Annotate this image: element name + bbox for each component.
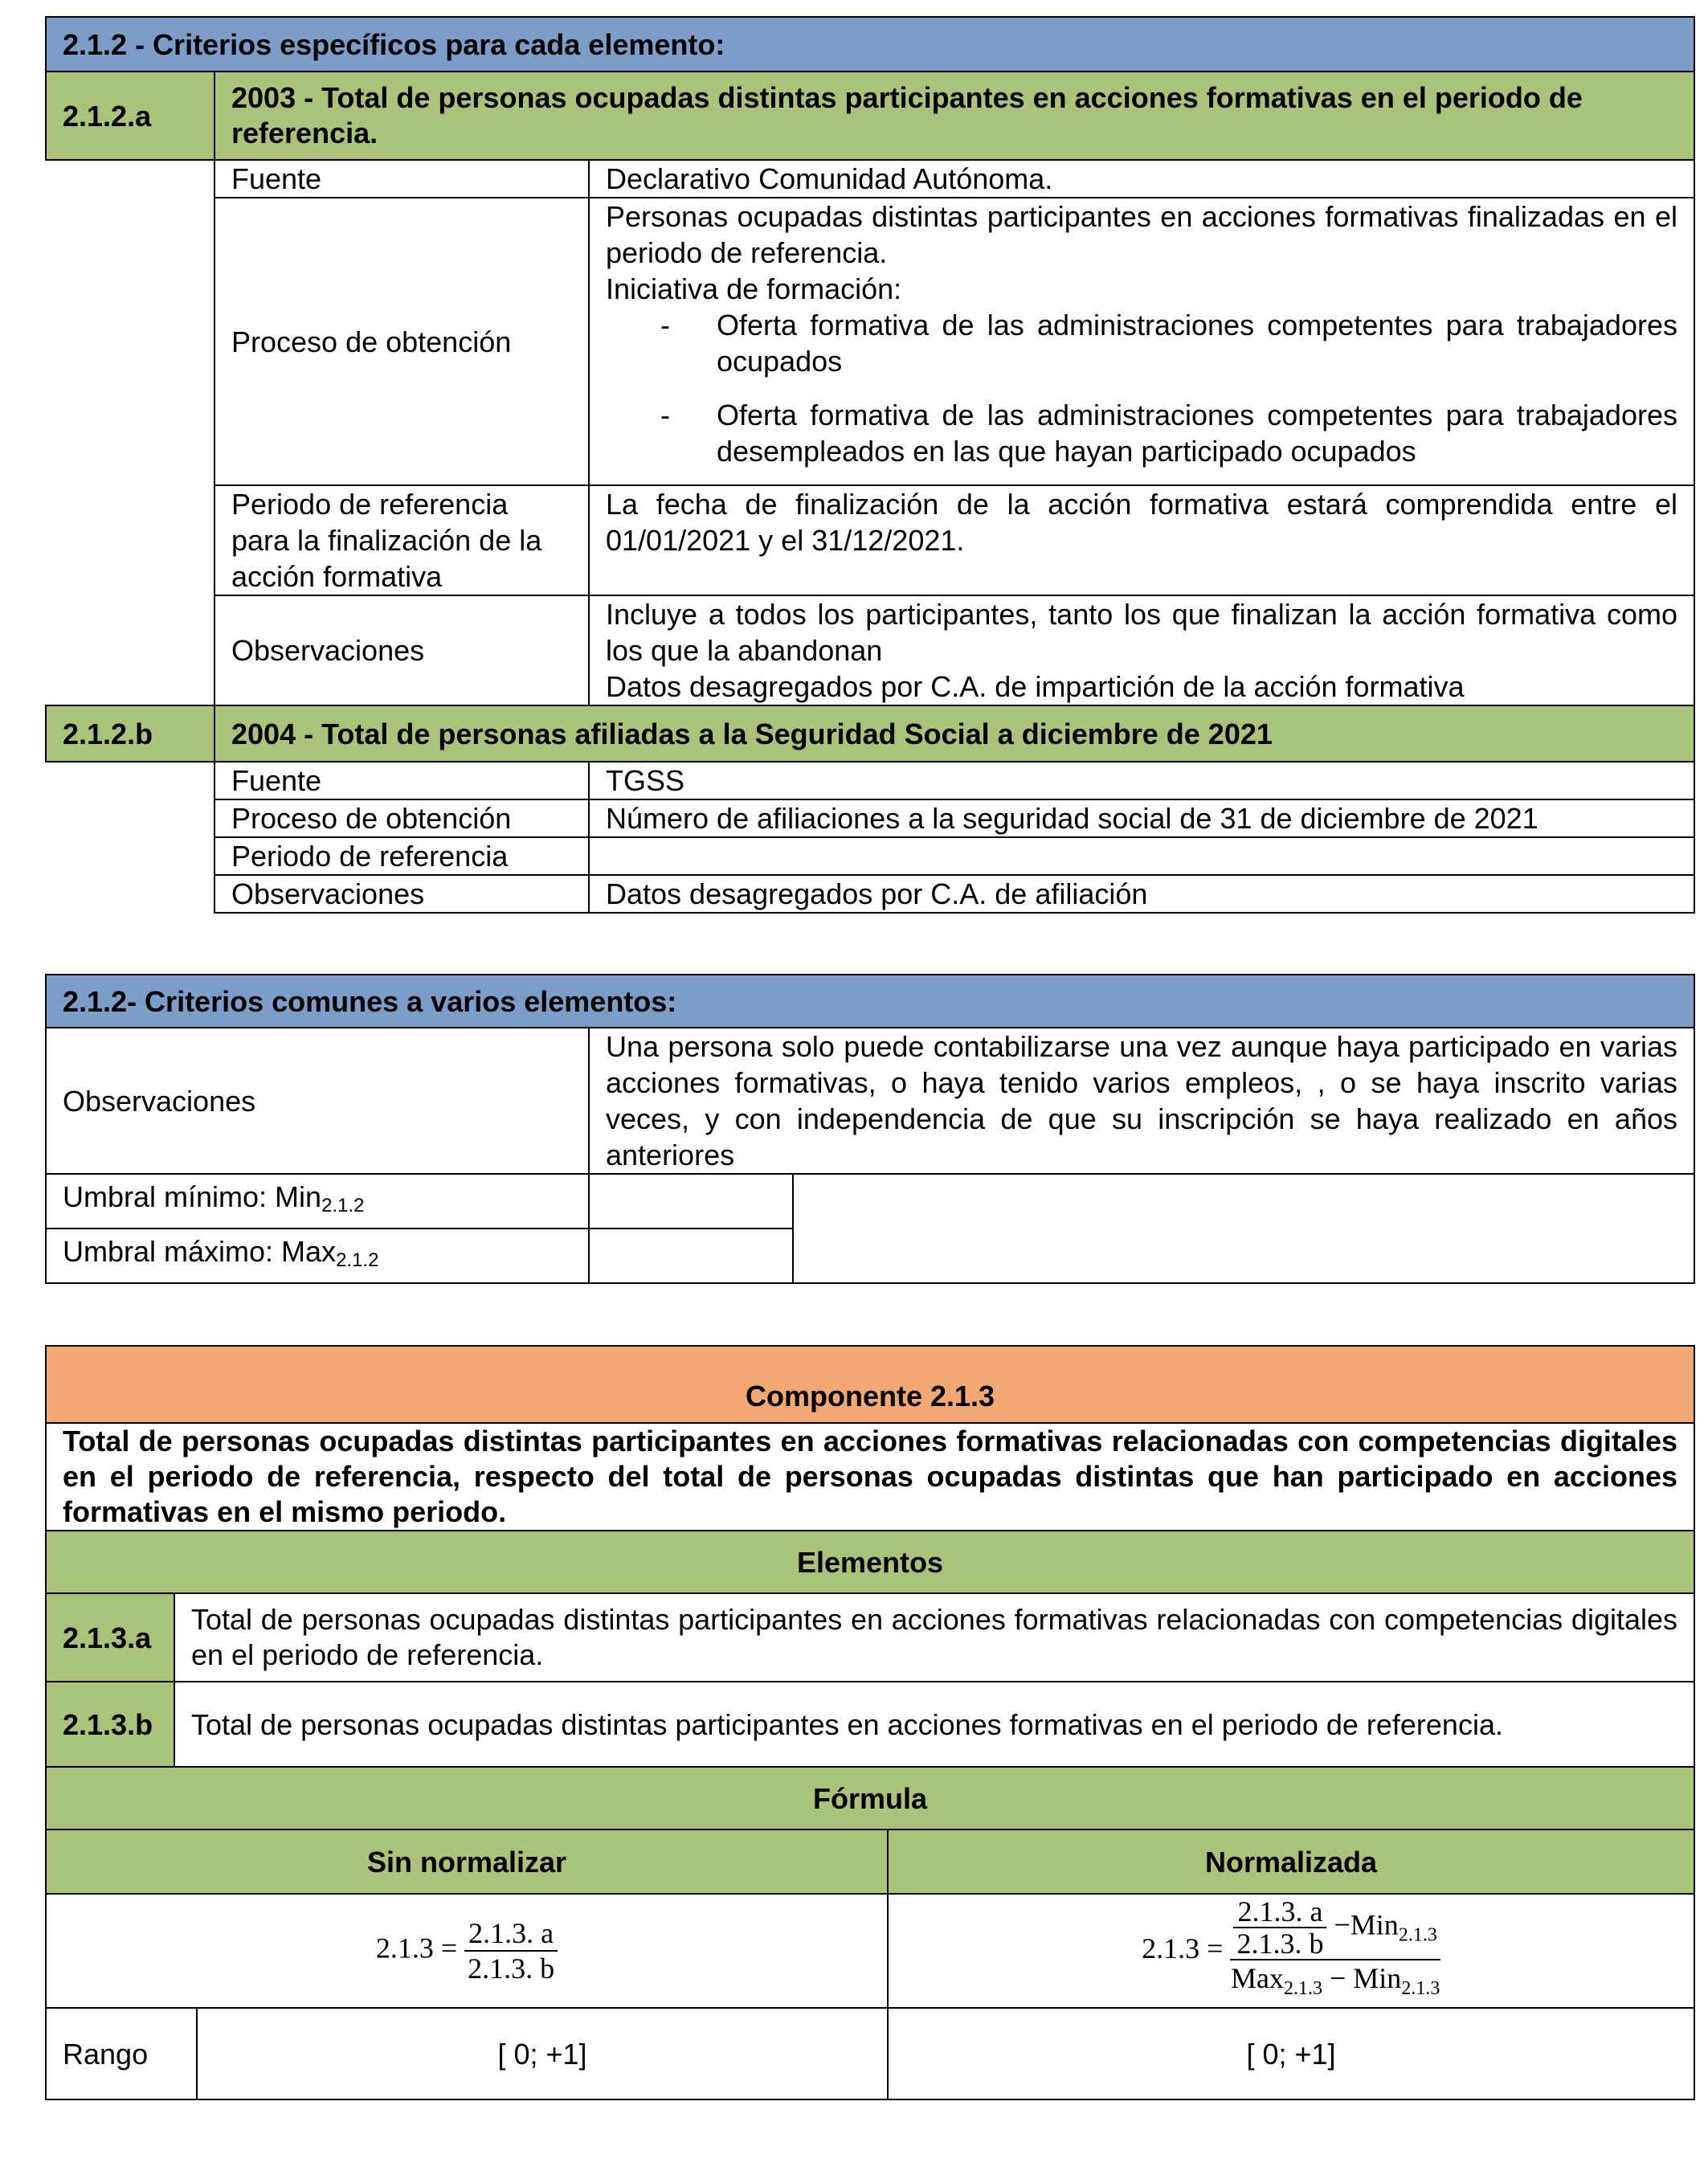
elementos-header: Elementos (46, 1531, 1694, 1593)
umbral-min-label: Umbral mínimo: Min$_{2.1.2}$ (46, 1174, 589, 1229)
element-code: 2.1.3.a (46, 1593, 174, 1682)
field-value (589, 837, 1694, 875)
criterios-comunes-block (45, 974, 1694, 1284)
element-code: 2.1.2.b (46, 705, 215, 762)
proceso-text: Personas ocupadas distintas participantes en acciones formativas finalizadas en el periodo de referencia. (606, 200, 1677, 269)
component-header: Componente 2.1.3 (46, 1346, 1694, 1423)
field-label: Fuente (215, 160, 589, 198)
rango-sin-normalizar: [ 0; +1] (197, 2008, 888, 2099)
umbral-max-label: Umbral máximo: Max$_{2.1.2}$ (46, 1229, 589, 1283)
sin-normalizar-header: Sin normalizar (46, 1830, 888, 1894)
field-label: Observaciones (215, 595, 589, 705)
field-value: Declarativo Comunidad Autónoma. (589, 160, 1694, 198)
field-label: Fuente (215, 762, 589, 799)
rango-label: Rango (46, 2008, 197, 2099)
field-label: Periodo de referencia para la finalización de la acción formativa (215, 485, 589, 595)
componente-block (45, 1345, 1694, 2100)
formula-lhs: 2.1.3 = (1142, 1932, 1224, 1964)
indent-spacer (46, 762, 215, 913)
umbral-empty-cell (793, 1174, 1694, 1283)
formula-fraction: $\frac{2.1.3. a}{2.1.3. b}$ −Min$_{2.1.3}$ Max$_{2.1.3}$ − Min$_{2.1.3}$ (1230, 1895, 1440, 1999)
list-item: - Oferta formativa de las administraciones competentes para trabajadores desempleados en las que hayan participado ocupados (660, 399, 1677, 468)
formula-header: Fórmula (46, 1767, 1694, 1830)
element-text: Total de personas ocupadas distintas participantes en acciones formativas en el periodo de referencia. (174, 1682, 1694, 1767)
section-header: 2.1.2- Criterios comunes a varios elementos: (46, 975, 1694, 1028)
field-value: TGSS (589, 762, 1694, 799)
element-code: 2.1.2.a (46, 72, 215, 160)
field-value-proceso (589, 198, 1694, 485)
section-header: 2.1.2 - Criterios específicos para cada elemento: (46, 17, 1694, 72)
field-label: Proceso de obtención (215, 198, 589, 485)
field-value: Una persona solo puede contabilizarse una vez aunque haya participado en varias acciones formativas, o haya tenido varios empleos, , o se haya inscrito varias veces, y con independencia de que su inscripción se haya realizado en años anteriores (589, 1028, 1694, 1174)
umbral-min-value (589, 1174, 793, 1229)
field-label: Observaciones (46, 1028, 589, 1174)
formula-plain (46, 1894, 888, 2008)
list-item: - Oferta formativa de las administraciones competentes para trabajadores ocupados (660, 309, 1677, 378)
component-description: Total de personas ocupadas distintas participantes en acciones formativas relacionadas con competencias digitales en el periodo de referencia, respecto del total de personas ocupadas distintas que han participado en acciones formativas en el mismo periodo. (46, 1423, 1694, 1531)
table-row (46, 1682, 1694, 1767)
field-value-observaciones: Incluye a todos los participantes, tanto los que finalizan la acción formativa como los que la abandonan Datos desagregados por C.A. de impartición de la acción formativa (589, 595, 1694, 705)
element-title: 2003 - Total de personas ocupadas distintas participantes en acciones formativas en el periodo de referencia. (215, 72, 1694, 160)
formula-normalized (888, 1894, 1694, 2008)
field-value: Número de afiliaciones a la seguridad social de 31 de diciembre de 2021 (589, 799, 1694, 837)
normalizada-header: Normalizada (888, 1830, 1694, 1894)
field-label: Periodo de referencia (215, 837, 589, 875)
table-row (46, 1593, 1694, 1682)
criterios-especificos-block (45, 16, 1694, 914)
proceso-text: Iniciativa de formación: (606, 272, 902, 305)
field-label: Proceso de obtención (215, 799, 589, 837)
element-code: 2.1.3.b (46, 1682, 174, 1767)
element-text: Total de personas ocupadas distintas participantes en acciones formativas relacionadas con competencias digitales en el periodo de referencia. (174, 1593, 1694, 1682)
indent-spacer (46, 160, 215, 705)
formula-lhs: 2.1.3 = (375, 1932, 458, 1964)
umbral-max-value (589, 1229, 793, 1283)
element-title: 2004 - Total de personas afiliadas a la Seguridad Social a diciembre de 2021 (215, 705, 1694, 762)
field-label: Observaciones (215, 875, 589, 913)
formula-fraction: $\frac{2.1.3. a}{2.1.3. b}$ (464, 1916, 558, 1985)
field-value: La fecha de finalización de la acción formativa estará comprendida entre el 01/01/2021 y el 31/12/2021. (589, 485, 1694, 595)
field-value: Datos desagregados por C.A. de afiliación (589, 875, 1694, 913)
rango-normalizada: [ 0; +1] (888, 2008, 1694, 2099)
